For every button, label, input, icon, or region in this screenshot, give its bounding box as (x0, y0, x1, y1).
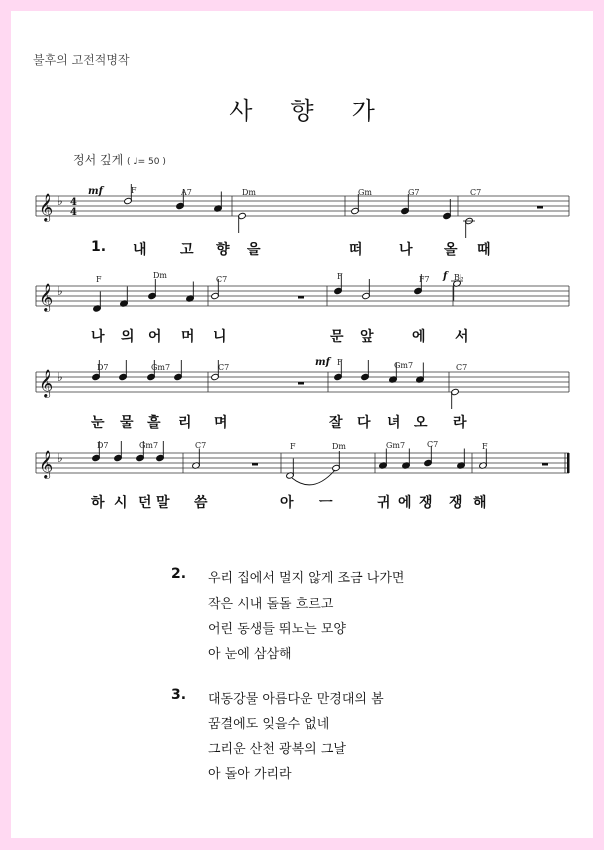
chord-symbol: C7 (216, 275, 228, 284)
lyric-syllable: 시 (114, 495, 128, 511)
verse-line: 아 돌아 가리라 (208, 767, 292, 782)
lyric-syllable: 쟁 (419, 495, 433, 511)
lyric-syllable: 오 (414, 415, 428, 431)
lyric-syllable: 눈 (91, 415, 105, 431)
series-label: 불후의 고전적명작 (33, 53, 130, 67)
chord-symbol: C7 (218, 363, 230, 372)
chord-symbol: Gm7 (139, 441, 159, 450)
tie-arc (292, 470, 335, 485)
chord-symbol: Dm (332, 442, 346, 451)
treble-clef: 𝄞 (39, 193, 54, 221)
chord-symbol: Dm (242, 188, 256, 197)
chord-symbol: G7 (408, 188, 420, 197)
rest (537, 206, 543, 209)
key-flat: ♭ (57, 451, 63, 465)
lyric-syllable: 라 (453, 415, 467, 431)
time-signature: 4 (70, 197, 77, 208)
chord-symbol: D7 (97, 363, 109, 372)
chord-symbol: F7 (419, 275, 430, 284)
chord-symbol: Gm (358, 188, 372, 197)
lyric-syllable: 하 (91, 495, 105, 511)
lyric-syllable: 에 (398, 495, 412, 511)
key-flat: ♭ (57, 284, 63, 298)
music-score (11, 11, 593, 531)
lyric-syllable: 아 (280, 495, 294, 511)
chord-symbol: C7 (470, 188, 482, 197)
treble-clef: 𝄞 (39, 369, 54, 397)
verse-line: 아 눈에 삼삼해 (208, 647, 292, 662)
chord-symbol: Gm7 (151, 363, 171, 372)
chord-symbol: Dm (153, 271, 167, 280)
chord-symbol: F (337, 358, 343, 367)
lyric-syllable: 다 (357, 415, 371, 431)
dynamic-mf: mf (88, 186, 103, 197)
chord-symbol: F (337, 272, 343, 281)
lyric-syllable: 떠 (349, 242, 363, 258)
lyric-syllable: 서 (455, 329, 469, 345)
chord-symbol: D7 (97, 441, 109, 450)
dynamic-f: f (443, 271, 448, 282)
dynamic-mf: mf (315, 357, 330, 368)
rest (542, 463, 548, 466)
lyric-syllable: 씀 (194, 495, 208, 511)
lyric-syllable: 잘 (329, 415, 343, 431)
chord-symbol: F (482, 442, 488, 451)
lyric-syllable: 말 (156, 495, 170, 511)
lyric-syllable: 나 (91, 329, 105, 345)
lyric-syllable: 을 (247, 242, 261, 258)
verse-line: 어린 동생들 뛰노는 모양 (208, 622, 346, 637)
final-barline (567, 453, 570, 473)
rest (252, 463, 258, 466)
chord-symbol: C7 (195, 441, 207, 450)
lyric-syllable: 니 (213, 329, 227, 345)
rest (298, 296, 304, 299)
verse-line: 꿈결에도 잊을수 없네 (208, 717, 330, 732)
verse-number: 2. (171, 566, 187, 582)
chord-symbol: Gm7 (394, 361, 414, 370)
lyric-syllable: 머 (181, 329, 195, 345)
lyric-syllable: 귀 (377, 495, 391, 511)
lyric-syllable: 의 (121, 329, 135, 345)
lyric-syllable: 문 (330, 329, 344, 345)
verse-line: 우리 집에서 멀지 않게 조금 나가면 (208, 571, 405, 586)
treble-clef: 𝄞 (39, 283, 54, 311)
verse-line: 작은 시내 돌돌 흐르고 (208, 597, 334, 612)
chord-symbol: C7 (427, 440, 439, 449)
song-title: 사향가 (229, 97, 413, 125)
chord-symbol: F (131, 186, 137, 195)
lyric-syllable: 나 (399, 242, 413, 258)
rest (298, 382, 304, 385)
lyric-syllable: 에 (412, 329, 426, 345)
lyric-syllable: 해 (473, 495, 487, 511)
lyric-syllable: 쟁 (449, 495, 463, 511)
chord-symbol: B♭ (454, 273, 464, 282)
key-flat: ♭ (57, 194, 63, 208)
verse-line: 대동강물 아름다운 만경대의 봄 (208, 692, 384, 707)
chord-symbol: Gm7 (386, 441, 406, 450)
chord-symbol: F (290, 442, 296, 451)
lyric-syllable: 때 (477, 242, 491, 258)
lyric-syllable: 향 (216, 242, 230, 258)
lyric-syllable: 물 (120, 415, 134, 431)
chord-symbol: F (96, 275, 102, 284)
verse-number: 3. (171, 687, 187, 703)
lyric-syllable: 어 (148, 329, 162, 345)
key-flat: ♭ (57, 370, 63, 384)
lyric-syllable: 흘 (147, 415, 161, 431)
lyric-syllable: 며 (214, 415, 228, 431)
lyric-syllable: 올 (444, 242, 458, 258)
lyric-syllable: ㅡ (319, 495, 333, 511)
chord-symbol: A7 (181, 188, 192, 197)
lyric-syllable: 앞 (360, 329, 374, 345)
verse-line: 그리운 산천 광복의 그날 (208, 742, 346, 757)
lyric-syllable: 1. (91, 239, 107, 255)
sheet-page (11, 11, 593, 838)
tempo-expression: 정서 깊게 (73, 153, 124, 167)
lyric-syllable: 던 (138, 495, 152, 511)
lyric-syllable: 고 (180, 242, 194, 258)
lyric-syllable: 리 (178, 415, 192, 431)
lyric-syllable: 녀 (387, 415, 401, 431)
tempo-metronome: ( ♩= 50 ) (127, 157, 166, 167)
treble-clef: 𝄞 (39, 450, 54, 478)
chord-symbol: C7 (456, 363, 468, 372)
lyric-syllable: 내 (133, 242, 147, 258)
time-signature: 4 (70, 207, 77, 218)
